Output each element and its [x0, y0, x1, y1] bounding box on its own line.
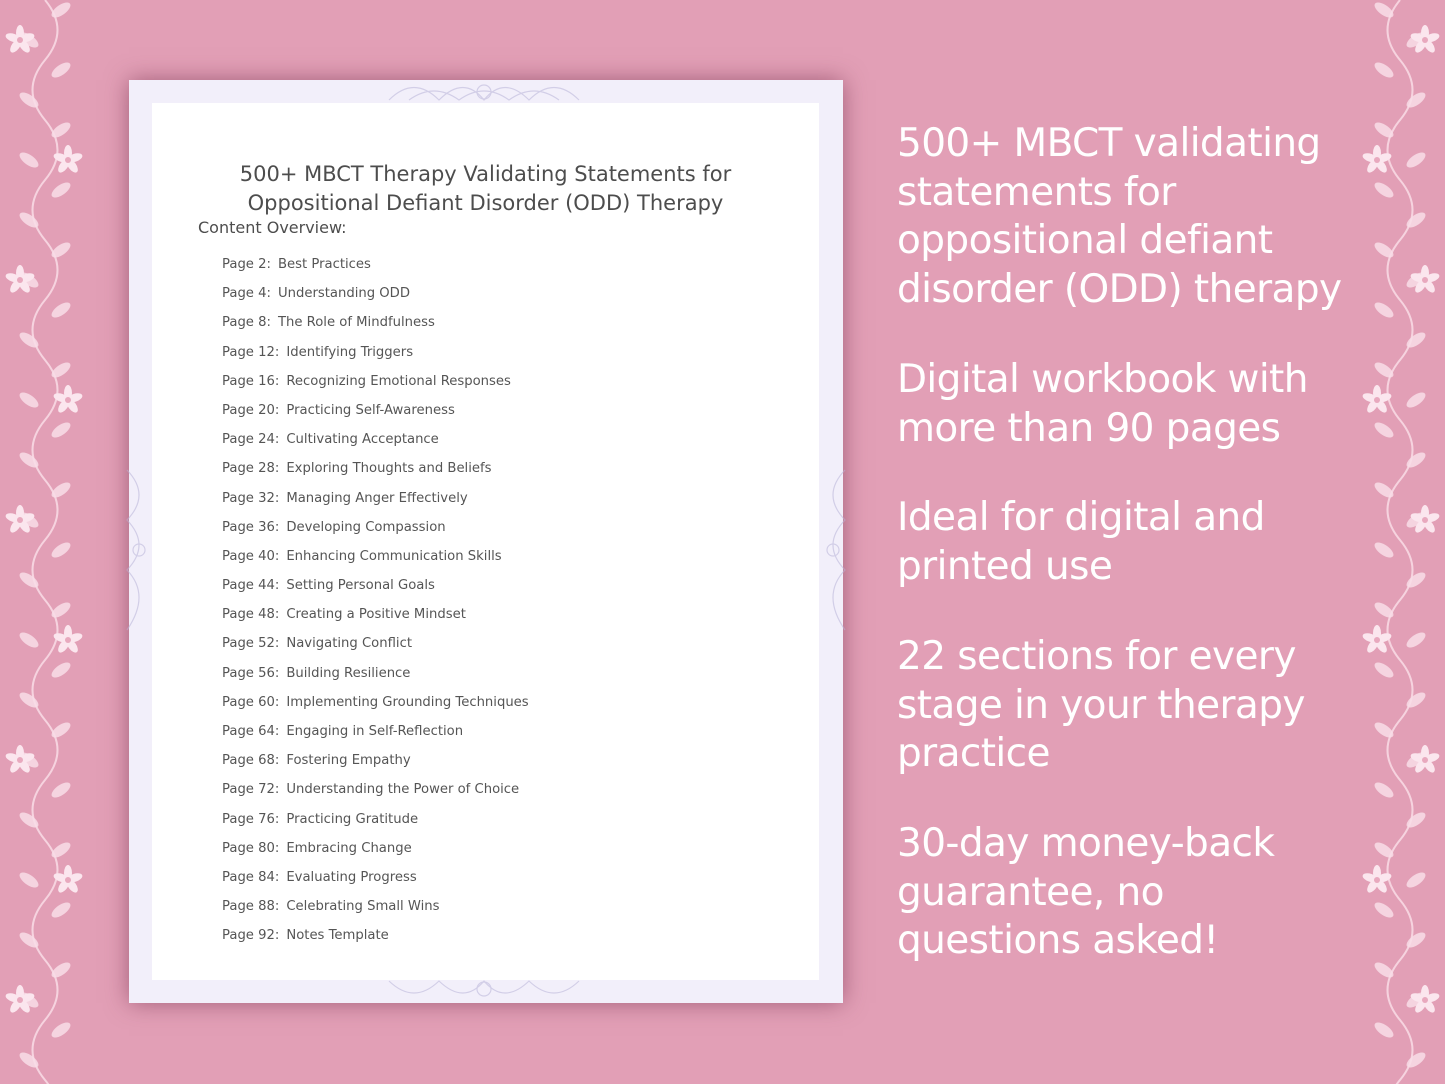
- toc-section-title: Implementing Grounding Techniques: [286, 694, 529, 710]
- toc-entry: [222, 255, 529, 284]
- feature-sections: [897, 633, 1305, 779]
- toc-page-number: Page 52:: [222, 636, 280, 652]
- toc-section-title: Building Resilience: [286, 665, 411, 681]
- toc-page-number: Page 76:: [222, 811, 280, 827]
- toc-page-number: Page 28:: [222, 461, 280, 477]
- toc-entry: [222, 868, 529, 897]
- toc-entry: [222, 284, 529, 313]
- feature-line: guarantee, no: [897, 869, 1164, 915]
- toc-page-number: Page 24:: [222, 432, 280, 448]
- toc-page-number: Page 56:: [222, 665, 280, 681]
- toc-page-number: Page 40:: [222, 548, 280, 564]
- feature-guarantee: [897, 820, 1274, 966]
- toc-page-number: Page 64:: [222, 724, 280, 739]
- toc-entry: [222, 634, 529, 663]
- toc-page-number: Page 4:: [222, 286, 271, 302]
- toc-section-title: Cultivating Acceptance: [286, 432, 439, 448]
- toc-entry: [222, 547, 529, 576]
- toc-section-title: Engaging in Self-Reflection: [286, 724, 464, 739]
- toc-entry: [222, 372, 529, 401]
- toc-entry: [222, 459, 529, 488]
- toc-section-title: Exploring Thoughts and Beliefs: [286, 461, 492, 477]
- toc-section-title: Practicing Self-Awareness: [286, 402, 455, 418]
- toc-entry: [222, 926, 529, 955]
- mandala-left-ornament: [125, 460, 153, 640]
- feature-line: Ideal for digital and: [897, 495, 1265, 540]
- feature-line: oppositional defiant: [897, 218, 1273, 264]
- toc-page-number: Page 92:: [222, 928, 280, 944]
- toc-page-number: Page 68:: [222, 753, 280, 769]
- feature-line: disorder (ODD) therapy: [897, 267, 1342, 313]
- toc-section-title: Celebrating Small Wins: [286, 899, 440, 915]
- document-title: [152, 160, 819, 218]
- toc-section-title: Managing Anger Effectively: [286, 490, 468, 506]
- toc-page-number: Page 88:: [222, 899, 280, 915]
- toc-entry: [222, 313, 529, 342]
- toc-entry: [222, 489, 529, 518]
- toc-entry: [222, 576, 529, 605]
- feature-page-count: [897, 356, 1308, 453]
- floral-vine-right: [1355, 0, 1445, 1084]
- mandala-top-ornament: [379, 70, 589, 106]
- toc-section-title: Best Practices: [277, 257, 371, 272]
- toc-entry: [222, 430, 529, 459]
- toc-section-title: Navigating Conflict: [286, 636, 412, 652]
- toc-entry: [222, 839, 529, 868]
- feature-line: 30-day money-back: [897, 821, 1275, 866]
- feature-line: questions asked!: [897, 918, 1219, 964]
- toc-page-number: Page 20:: [222, 402, 280, 418]
- toc-section-title: Evaluating Progress: [286, 869, 417, 885]
- toc-section-title: Identifying Triggers: [286, 344, 414, 360]
- toc-page-number: Page 80:: [222, 840, 280, 856]
- toc-page-number: Page 84:: [222, 869, 280, 885]
- toc-section-title: Fostering Empathy: [286, 753, 411, 769]
- floral-vine-icon: [1355, 0, 1445, 1084]
- toc-section-title: Understanding the Power of Choice: [286, 782, 520, 798]
- toc-entry: [222, 343, 529, 372]
- feature-line: 22 sections for every: [897, 634, 1296, 679]
- mandala-right-ornament: [819, 460, 847, 640]
- toc-page-number: Page 16:: [222, 373, 280, 389]
- toc-entry: [222, 810, 529, 839]
- feature-line: more than 90 pages: [897, 405, 1281, 451]
- toc-page-number: Page 32:: [222, 490, 280, 506]
- toc-page-number: Page 8:: [222, 315, 271, 331]
- toc-page-number: Page 60:: [222, 694, 280, 710]
- feature-line: stage in your therapy: [897, 682, 1305, 728]
- toc-section-title: Enhancing Communication Skills: [286, 548, 502, 564]
- feature-statements: [897, 120, 1341, 315]
- toc-section-title: Recognizing Emotional Responses: [286, 373, 511, 389]
- toc-section-title: Practicing Gratitude: [286, 811, 419, 827]
- toc-section-title: Creating a Positive Mindset: [286, 607, 466, 623]
- workbook-page-preview: [129, 80, 843, 1003]
- toc-entry: [222, 780, 529, 809]
- toc-entry: [222, 751, 529, 780]
- toc-section-title: Setting Personal Goals: [286, 578, 435, 594]
- content-overview-heading: Content Overview:: [198, 218, 347, 237]
- toc-page-number: Page 44:: [222, 578, 280, 594]
- document-title-line: 500+ MBCT Therapy Validating Statements for: [239, 162, 732, 186]
- toc-page-number: Page 36:: [222, 519, 280, 535]
- floral-vine-icon: [0, 0, 90, 1084]
- toc-entry: [222, 518, 529, 547]
- page-content: [152, 103, 819, 980]
- floral-vine-left: [0, 0, 90, 1084]
- toc-page-number: Page 2:: [222, 257, 271, 272]
- feature-usage: [897, 494, 1265, 591]
- feature-line: printed use: [897, 543, 1113, 589]
- document-title-line: Oppositional Defiant Disorder (ODD) Therapy: [247, 191, 724, 215]
- toc-entry: [222, 605, 529, 634]
- toc-section-title: The Role of Mindfulness: [277, 315, 435, 331]
- toc-page-number: Page 72:: [222, 782, 280, 798]
- toc-entry: [222, 897, 529, 926]
- feature-line: statements for: [897, 169, 1176, 215]
- toc-entry: [222, 693, 529, 722]
- toc-section-title: Developing Compassion: [286, 519, 446, 535]
- toc-entry: [222, 664, 529, 693]
- toc-section-title: Notes Template: [286, 928, 389, 944]
- feature-line: 500+ MBCT validating: [897, 121, 1321, 166]
- toc-section-title: Understanding ODD: [277, 286, 410, 302]
- feature-line: practice: [897, 731, 1050, 777]
- mandala-bottom-ornament: [379, 977, 589, 1007]
- toc-page-number: Page 12:: [222, 344, 280, 360]
- toc-section-title: Embracing Change: [286, 840, 412, 856]
- toc-entry: [222, 401, 529, 430]
- table-of-contents: [222, 255, 529, 956]
- toc-page-number: Page 48:: [222, 607, 280, 623]
- feature-line: Digital workbook with: [897, 357, 1308, 402]
- toc-entry: [222, 722, 529, 751]
